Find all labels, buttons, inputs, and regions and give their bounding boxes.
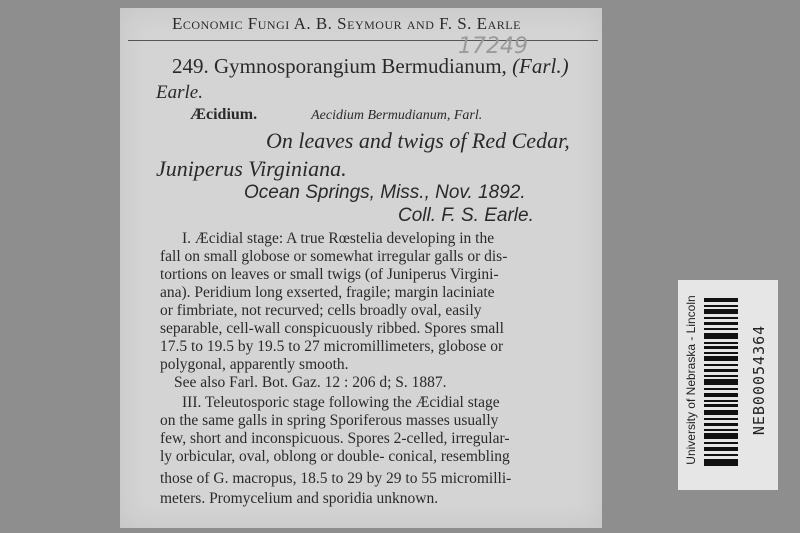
locality: Ocean Springs, Miss., Nov. 1892. <box>244 182 526 203</box>
description-line: ly orbicular, oval, oblong or double- conical, resembling <box>160 448 510 465</box>
host-line-2: Juniperus Virginiana. <box>156 156 347 181</box>
specimen-number: 249. <box>172 54 209 78</box>
description-line: fall on small globose or somewhat irregular galls or dis- <box>160 248 508 265</box>
synonym: Aecidium Bermudianum, Farl. <box>311 108 483 123</box>
description-line: polygonal, apparently smooth. <box>160 356 349 373</box>
species-name: Gymnosporangium Bermudianum, <box>214 54 507 78</box>
description-line: separable, cell-wall conspicuously ribbed. Spores small <box>160 320 504 337</box>
description-line: meters. Promycelium and sporidia unknown. <box>160 490 439 507</box>
herbarium-label-sheet <box>120 8 602 528</box>
species-authority-continued: Earle. <box>156 82 203 103</box>
barcode-graphic <box>704 298 738 466</box>
description-line: III. Teleutosporic stage following the Æcidial stage <box>182 394 500 411</box>
series-header: Economic Fungi A. B. Seymour and F. S. Earle <box>172 14 521 33</box>
barcode-number: NEB00054364 <box>750 324 768 436</box>
stage-line <box>190 106 482 124</box>
description-line: ana). Peridium long exserted, fragile; margin laciniate <box>160 284 495 301</box>
collector: Coll. F. S. Earle. <box>398 205 534 226</box>
description-line: on the same galls in spring Sporiferous masses usually <box>160 412 499 429</box>
description-line: tortions on leaves or small twigs (of Juniperus Virgini- <box>160 266 499 283</box>
description-line: See also Farl. Bot. Gaz. 12 : 206 d; S. 1887. <box>174 374 447 391</box>
description-line: those of G. macropus, 18.5 to 29 by 29 to 55 micromilli- <box>160 470 512 487</box>
stage-name: Æcidium. <box>190 106 258 123</box>
host-line-1: On leaves and twigs of Red Cedar, <box>266 128 570 153</box>
description-line: or fimbriate, not recurved; cells broadly oval, easily <box>160 302 482 319</box>
description-line: I. Æcidial stage: A true Rœstelia developing in the <box>182 230 495 247</box>
description-line: few, short and inconspicuous. Spores 2-celled, irregular- <box>160 430 510 447</box>
institution-name: University of Nebraska - Lincoln <box>684 295 698 465</box>
specimen-title <box>172 54 569 79</box>
handwritten-accession-number: 17249 <box>458 34 528 59</box>
description-line: 17.5 to 19.5 by 19.5 to 27 micromillimeters, globose or <box>160 338 504 355</box>
species-authority: (Farl.) <box>512 54 569 78</box>
barcode-label <box>678 280 778 490</box>
